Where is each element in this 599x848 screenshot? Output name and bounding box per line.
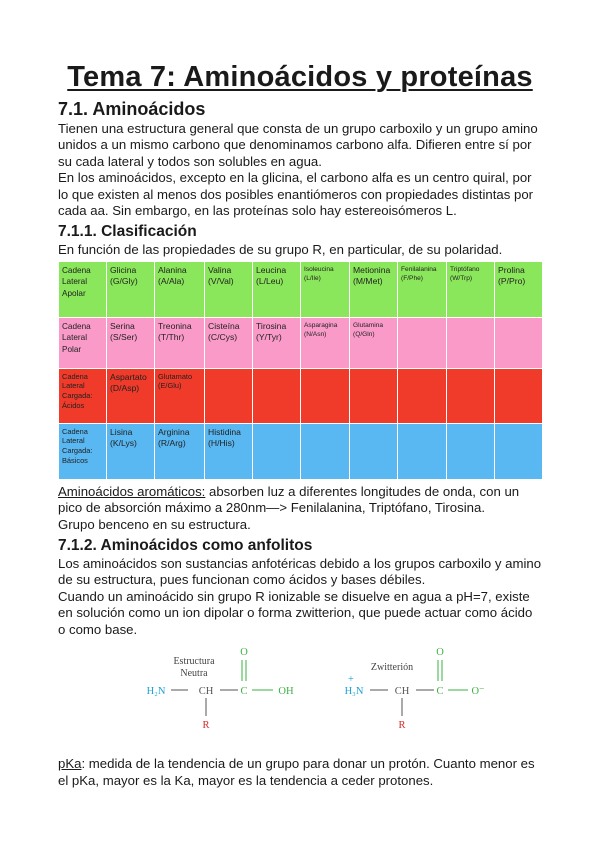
amino-acid-cell bbox=[205, 368, 253, 423]
amino-acid-code: (S/Ser) bbox=[110, 332, 138, 343]
amino-acid-cell bbox=[301, 317, 350, 368]
row-header-line: Polar bbox=[62, 344, 82, 354]
amino-acid-cell bbox=[253, 368, 301, 423]
amino-acid-code: (G/Gly) bbox=[110, 276, 138, 287]
zwitterion-carboxyl-carbon: C bbox=[436, 686, 444, 698]
amino-acid-cell bbox=[398, 368, 447, 423]
amino-acid-cell bbox=[350, 368, 398, 423]
amino-acid-cell bbox=[350, 317, 398, 368]
amino-acid-name: Leucina bbox=[256, 264, 287, 275]
amino-acid-name: Arginina bbox=[158, 426, 190, 437]
amino-acid-code: (R/Arg) bbox=[158, 438, 186, 449]
row-header-line: Lateral bbox=[62, 333, 88, 343]
pka-term: pKa bbox=[58, 756, 82, 772]
amino-acid-name: Alanina bbox=[158, 264, 187, 275]
amino-acid-classification-table bbox=[58, 261, 543, 480]
amino-acid-code: (C/Cys) bbox=[208, 332, 238, 343]
neutral-carbonyl-oxygen: O bbox=[240, 647, 248, 659]
amino-acid-cell bbox=[107, 261, 155, 317]
amino-acid-code: (A/Ala) bbox=[158, 276, 185, 287]
neutral-carboxyl-carbon: C bbox=[240, 686, 248, 698]
row-header-line: Cadena bbox=[62, 265, 91, 275]
amino-acid-cell bbox=[155, 423, 205, 479]
amino-acid-cell bbox=[447, 317, 495, 368]
amino-acid-cell bbox=[350, 261, 398, 317]
amino-acid-cell bbox=[301, 368, 350, 423]
amino-acid-name: Valina bbox=[208, 264, 232, 275]
paragraph-aromatic bbox=[58, 484, 542, 517]
amino-acid-name: Metionina bbox=[353, 264, 391, 275]
neutral-structure bbox=[147, 647, 294, 731]
amino-acid-cell bbox=[253, 423, 301, 479]
amino-acid-code: (Q/Gln) bbox=[353, 330, 375, 338]
amino-acid-cell bbox=[253, 261, 301, 317]
amino-acid-code: (E/Glu) bbox=[158, 381, 182, 391]
amino-acid-name: Triptófano bbox=[450, 265, 480, 273]
zwitterion-carboxylate: O⁻ bbox=[471, 686, 485, 698]
amino-acid-code: (D/Asp) bbox=[110, 383, 140, 394]
row-header-cell bbox=[59, 423, 107, 479]
amino-acid-name: Histidina bbox=[208, 426, 241, 437]
row-header-line: Lateral bbox=[62, 436, 85, 446]
amino-acid-cell bbox=[495, 368, 543, 423]
row-header-cell bbox=[59, 261, 107, 317]
row-header-line: Cargada: bbox=[62, 446, 93, 456]
neutral-label-line2: Neutra bbox=[180, 668, 208, 680]
amino-acid-cell bbox=[155, 368, 205, 423]
row-header-line: Cadena bbox=[62, 426, 88, 436]
amino-acid-cell bbox=[495, 317, 543, 368]
amino-acid-name: Serina bbox=[110, 320, 135, 331]
amino-acid-code: (Y/Tyr) bbox=[256, 332, 282, 343]
amino-acid-name: Aspartato bbox=[110, 371, 147, 382]
amino-acid-name: Glutamina bbox=[353, 321, 384, 329]
amino-acid-cell bbox=[107, 423, 155, 479]
amino-acid-name: Glicina bbox=[110, 264, 137, 275]
structure-diagram bbox=[58, 644, 542, 752]
amino-acid-cell bbox=[495, 261, 543, 317]
amino-acid-code: (K/Lys) bbox=[110, 438, 137, 449]
zwitterion-alpha-carbon: CH bbox=[394, 686, 410, 698]
amino-acid-code: (M/Met) bbox=[353, 276, 383, 287]
zwitterion-carbonyl-oxygen: O bbox=[436, 647, 444, 659]
paragraph-amphoteric: Los aminoácidos son sustancias anfotéricas debido a los grupos carboxilo y amino de su estructura, pues funcionan como ácidos y bases débiles. bbox=[58, 556, 542, 588]
pka-text: : medida de la tendencia de un grupo para donar un protón. Cuanto menor es el pKa, mayor es la Ka, mayor es la tendencia a ceder protones. bbox=[58, 756, 535, 788]
paragraph-benzene: Grupo benceno en su estructura. bbox=[58, 516, 251, 532]
amino-acid-name: Tirosina bbox=[256, 320, 287, 331]
amino-acid-cell bbox=[205, 317, 253, 368]
zwitterion-label: Zwitterión bbox=[370, 662, 414, 674]
paragraph-pka bbox=[58, 756, 542, 789]
amino-acid-code: (V/Val) bbox=[208, 276, 234, 287]
zwitterion-plus: + bbox=[348, 674, 354, 686]
zwitterion-structure bbox=[345, 647, 485, 731]
amino-acid-cell bbox=[107, 317, 155, 368]
row-header-line: Lateral bbox=[62, 381, 85, 391]
paragraph-zwitterion: Cuando un aminoácido sin grupo R ionizable se disuelve en agua a pH=7, existe en solución como un ion dipolar o forma zwitterion, que puede actuar como ácido o como base. bbox=[58, 588, 533, 637]
amino-acid-name: Cisteína bbox=[208, 320, 240, 331]
zwitterion-r-group: R bbox=[398, 720, 406, 732]
table-row bbox=[59, 261, 543, 317]
row-header-line: Apolar bbox=[62, 288, 86, 298]
amino-acid-cell bbox=[253, 317, 301, 368]
neutral-alpha-carbon: CH bbox=[198, 686, 214, 698]
table-row bbox=[59, 368, 543, 423]
amino-acid-code: (F/Phe) bbox=[401, 274, 423, 282]
amino-acid-cell bbox=[447, 423, 495, 479]
amino-acid-code: (L/Ile) bbox=[304, 274, 321, 282]
page-title: Tema 7: Aminoácidos y proteínas bbox=[67, 61, 533, 93]
zwitterion-amine: H₃N bbox=[344, 686, 364, 698]
neutral-amine: H₂N bbox=[146, 686, 166, 698]
amino-acid-cell bbox=[155, 317, 205, 368]
amino-acid-name: Fenilalanina bbox=[401, 265, 437, 273]
amino-acid-name: Asparagina bbox=[304, 321, 338, 329]
row-header-line: Básicos bbox=[62, 455, 88, 465]
row-header-cell bbox=[59, 317, 107, 368]
amino-acid-cell bbox=[155, 261, 205, 317]
amino-acid-name: Lisina bbox=[110, 426, 133, 437]
amino-acid-cell bbox=[398, 317, 447, 368]
amino-acid-code: (W/Trp) bbox=[450, 274, 473, 282]
neutral-label-line1: Estructura bbox=[173, 656, 215, 668]
amino-acid-cell bbox=[350, 423, 398, 479]
row-header-line: Cargada: bbox=[62, 391, 93, 401]
amino-acid-code: (N/Asn) bbox=[304, 330, 327, 338]
table-row bbox=[59, 423, 543, 479]
amino-acid-code: (L/Leu) bbox=[256, 276, 284, 287]
amino-acid-cell bbox=[301, 423, 350, 479]
neutral-hydroxyl: OH bbox=[278, 686, 294, 698]
amino-acid-name: Prolina bbox=[498, 264, 525, 275]
paragraph-structure: Tienen una estructura general que consta de un grupo carboxilo y un grupo amino unidos a un mismo carbono que denominamos carbono alfa. Difieren entre sí por su cada lateral y todos son solubles en agua. bbox=[58, 121, 538, 169]
row-header-line: Ácidos bbox=[62, 400, 85, 410]
amino-acid-cell bbox=[398, 261, 447, 317]
section-heading-clasificacion: 7.1.1. Clasificación bbox=[58, 223, 197, 241]
section-heading-aminoacidos: 7.1. Aminoácidos bbox=[58, 99, 206, 119]
paragraph-chirality: En los aminoácidos, excepto en la glicina, el carbono alfa es un centro quiral, por lo que existen al menos dos posibles enantiómeros con propiedades distintas por cada aa. Sin embargo, en las proteínas solo hay estereoisómeros L. bbox=[58, 170, 534, 219]
amino-acid-cell bbox=[107, 368, 155, 423]
amino-acid-cell bbox=[205, 261, 253, 317]
amino-acid-code: (H/His) bbox=[208, 438, 235, 449]
amino-acid-cell bbox=[447, 368, 495, 423]
amino-acid-name: Glutamato bbox=[158, 371, 193, 381]
row-header-line: Cadena bbox=[62, 321, 91, 331]
amino-acid-name: Treonina bbox=[158, 320, 192, 331]
amino-acid-code: (P/Pro) bbox=[498, 276, 526, 287]
amino-acid-cell bbox=[398, 423, 447, 479]
aromatic-text: absorben luz a diferentes longitudes de onda, con un pico de absorción máximo a 280nm—> Fenilalanina, Triptófano, Tirosina. bbox=[58, 483, 520, 516]
amino-acid-cell bbox=[495, 423, 543, 479]
neutral-r-group: R bbox=[202, 720, 210, 732]
amino-acid-cell bbox=[301, 261, 350, 317]
section-heading-anfolitos: 7.1.2. Aminoácidos como anfolitos bbox=[58, 537, 313, 555]
amino-acid-code: (T/Thr) bbox=[158, 332, 185, 343]
row-header-line: Cadena bbox=[62, 371, 88, 381]
document-page bbox=[58, 58, 542, 789]
row-header-line: Lateral bbox=[62, 277, 88, 287]
table-row bbox=[59, 317, 543, 368]
row-header-cell bbox=[59, 368, 107, 423]
paragraph-classification-intro: En función de las propiedades de su grupo R, en particular, de su polaridad. bbox=[58, 242, 503, 258]
amino-acid-structure-figure bbox=[58, 644, 542, 752]
amino-acid-cell bbox=[447, 261, 495, 317]
amino-acid-cell bbox=[205, 423, 253, 479]
aromatic-term: Aminoácidos aromáticos: bbox=[58, 483, 206, 499]
amino-acid-name: Isoleucina bbox=[304, 265, 334, 273]
